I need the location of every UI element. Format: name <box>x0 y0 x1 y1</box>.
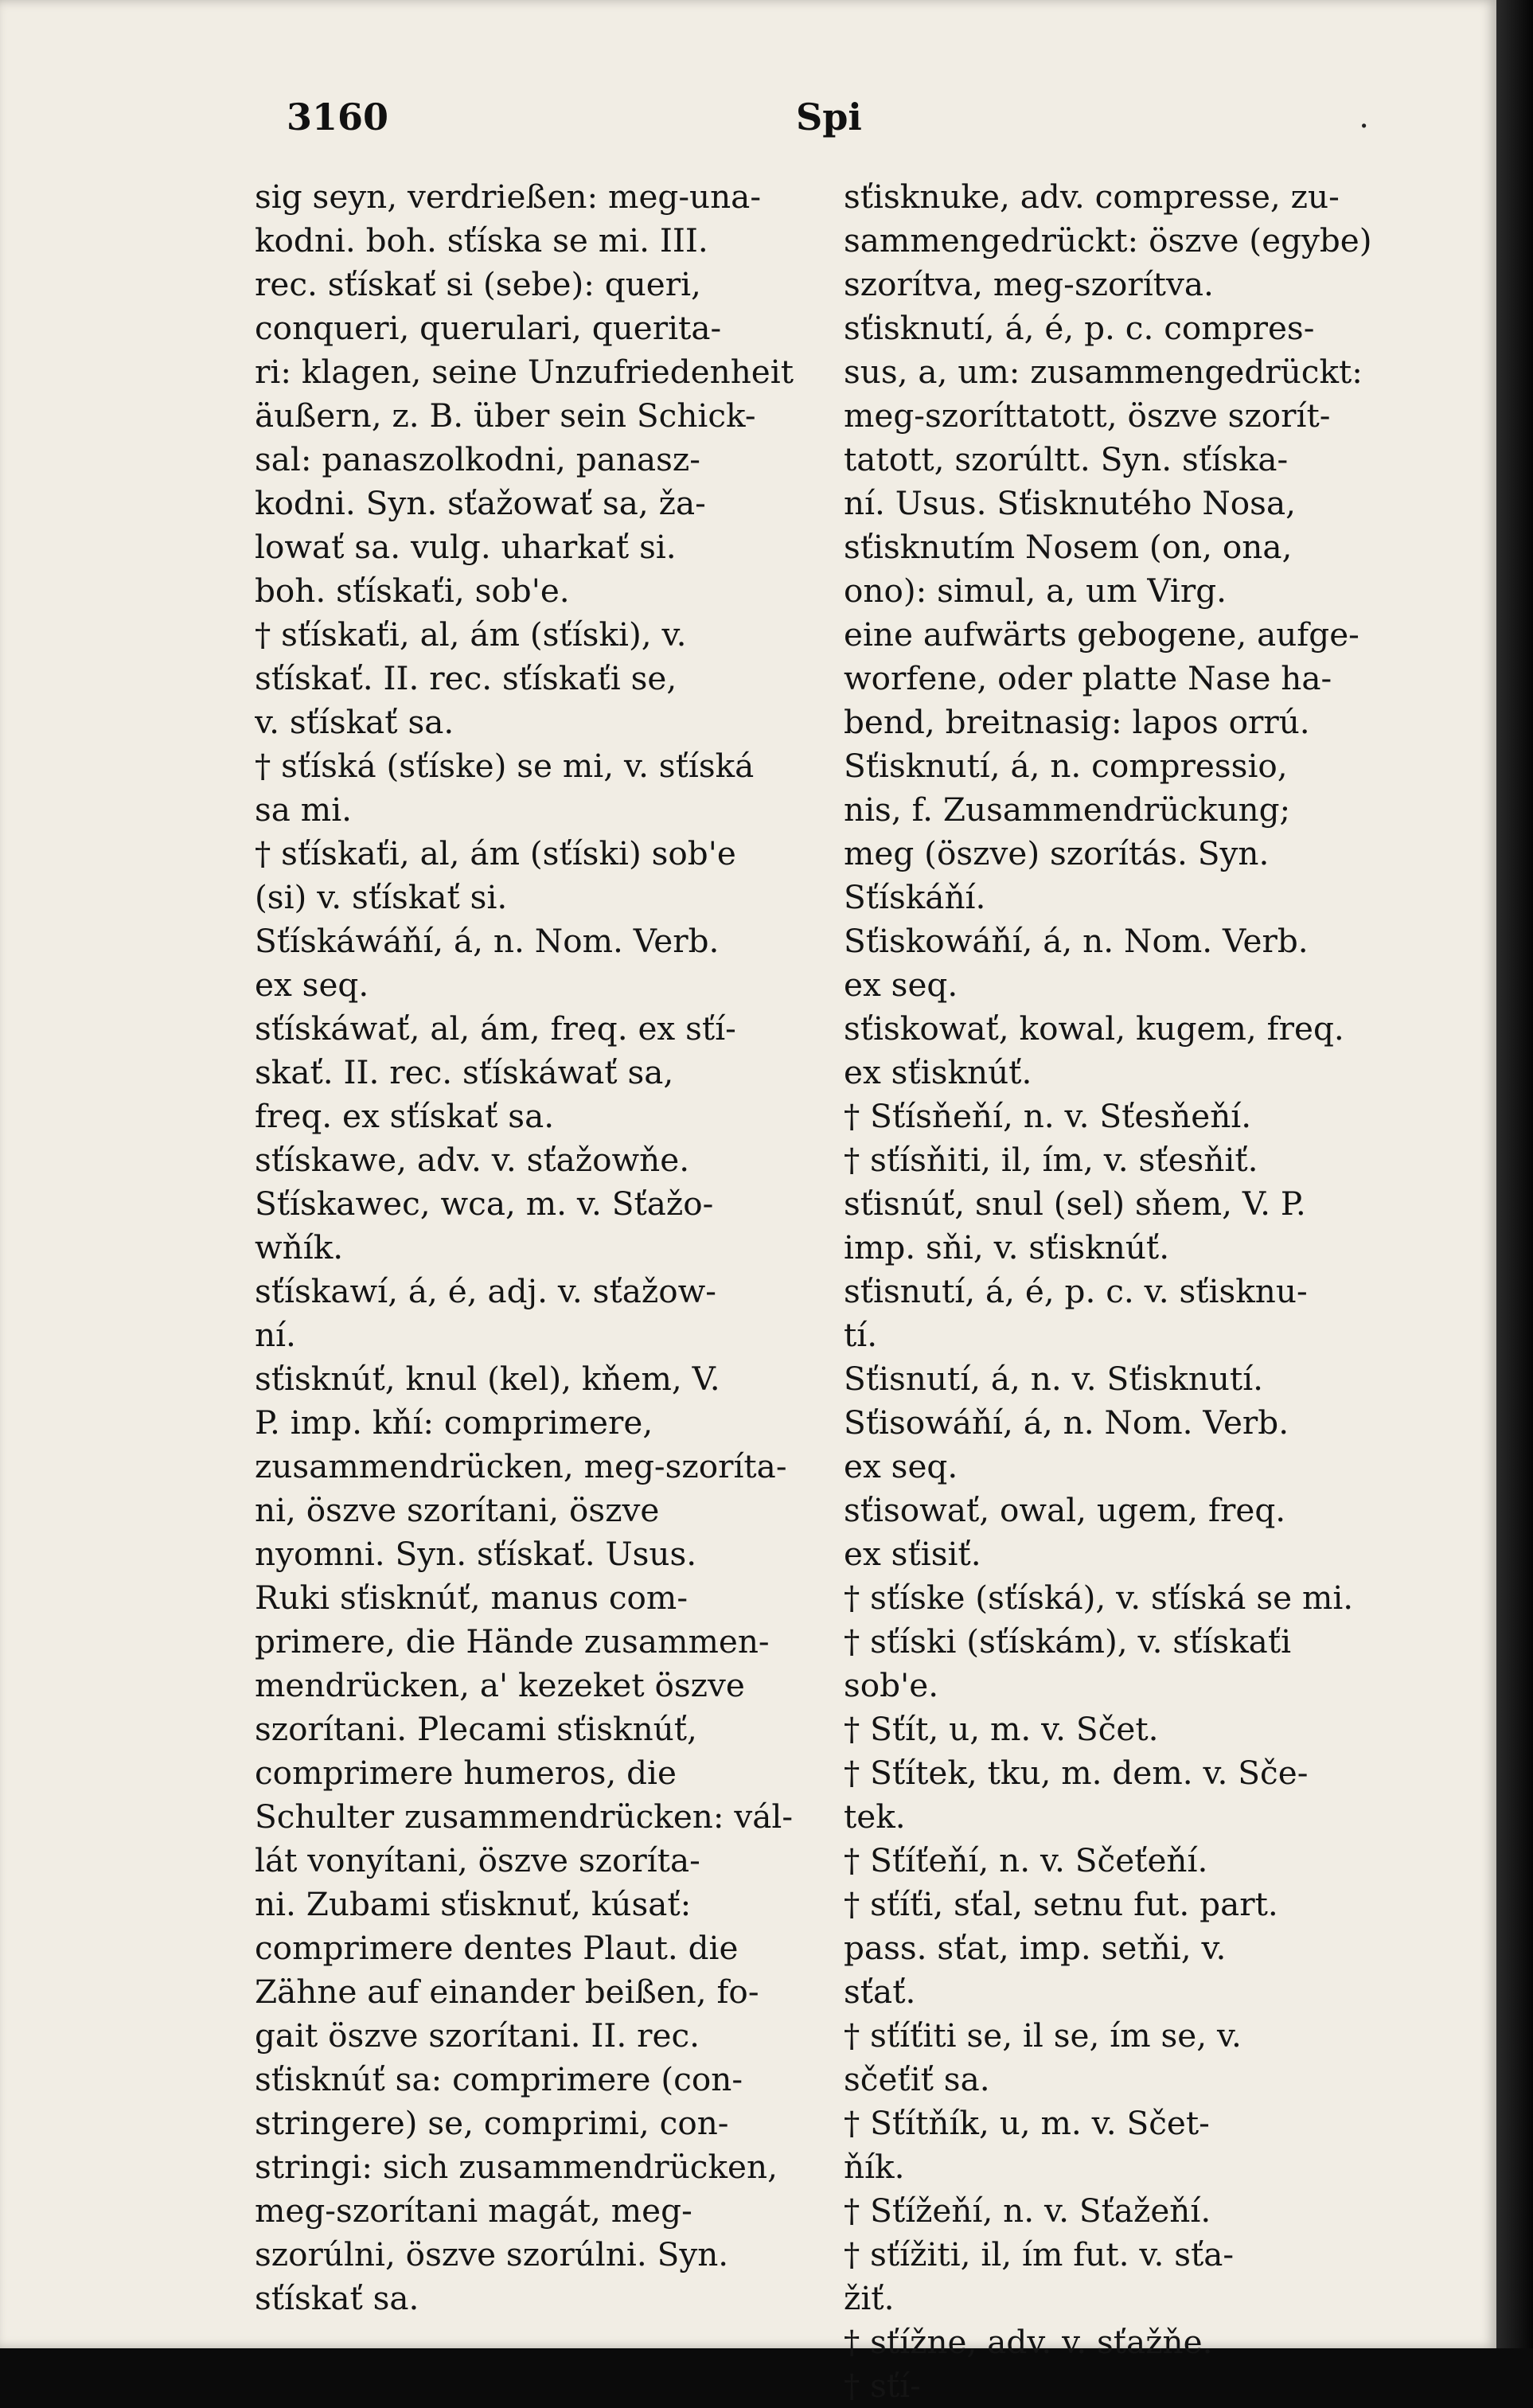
dictionary-line: † sťíťiti se, il se, ím se, v. <box>844 2016 1242 2055</box>
dictionary-line: ri: klagen, seine Unzufriedenheit <box>255 353 794 391</box>
dictionary-line: gait öszve szorítani. II. rec. <box>255 2016 700 2055</box>
dictionary-line: meg-szoríttatott, öszve szorít- <box>844 396 1331 435</box>
dictionary-line: ní. <box>255 1316 296 1354</box>
dictionary-line: sťiskowať, kowal, kugem, freq. <box>844 1009 1344 1048</box>
dictionary-line: ex seq. <box>255 966 369 1004</box>
dictionary-line: conqueri, querulari, querita- <box>255 309 722 347</box>
dictionary-line: Sťisknutí, á, n. compressio, <box>844 747 1288 785</box>
dictionary-line: sus, a, um: zusammengedrückt: <box>844 353 1363 391</box>
dictionary-line: kodni. boh. sťíska se mi. III. <box>255 221 708 260</box>
dictionary-line: sob'e. <box>844 1666 939 1704</box>
dictionary-line: rec. sťískať si (sebe): queri, <box>255 265 701 303</box>
dictionary-line: † sťískaťi, al, ám (sťíski), v. <box>255 615 687 654</box>
dictionary-line: ex seq. <box>844 966 958 1004</box>
dictionary-line: worfene, oder platte Nase ha- <box>844 659 1332 697</box>
dictionary-line: † sťížne, adv. v. sťažňe. <box>844 2323 1213 2361</box>
header-mark: . <box>1359 99 1369 135</box>
dictionary-line: † sťí- <box>844 2367 921 2405</box>
dictionary-line: nyomni. Syn. sťískať. Usus. <box>255 1535 697 1573</box>
dictionary-line: tí. <box>844 1316 878 1354</box>
dictionary-line: ex sťisknúť. <box>844 1053 1032 1091</box>
running-head <box>287 96 1369 143</box>
dictionary-line: comprimere dentes Plaut. die <box>255 1929 739 1967</box>
right-column <box>844 175 1417 2408</box>
dictionary-line: meg-szorítani magát, meg- <box>255 2191 692 2230</box>
left-column <box>255 175 828 2320</box>
dictionary-line: sťískawí, á, é, adj. v. sťažow- <box>255 1272 716 1310</box>
dictionary-line: lát vonyítani, öszve szoríta- <box>255 1841 700 1879</box>
dictionary-line: Sťískáwáňí, á, n. Nom. Verb. <box>255 922 720 960</box>
dictionary-line: Zähne auf einander beißen, fo- <box>255 1973 759 2011</box>
dictionary-line: † sťížiti, il, ím fut. v. sťa- <box>844 2235 1235 2273</box>
dictionary-line: sal: panaszolkodni, panasz- <box>255 440 700 478</box>
dictionary-line: † Sťítňík, u, m. v. Sčet- <box>844 2104 1210 2142</box>
dictionary-line: sťisknúť, knul (kel), kňem, V. <box>255 1360 720 1398</box>
dictionary-line: boh. sťískaťi, sob'e. <box>255 572 570 610</box>
dictionary-line: ňík. <box>844 2148 905 2186</box>
dictionary-line: † Sťížeňí, n. v. Sťažeňí. <box>844 2191 1211 2230</box>
dictionary-line: bend, breitnasig: lapos orrú. <box>844 703 1310 741</box>
dictionary-line: Schulter zusammendrücken: vál- <box>255 1797 794 1836</box>
dictionary-line: † sťíská (sťíske) se mi, v. sťíská <box>255 747 755 785</box>
dictionary-line: sťískáwať, al, ám, freq. ex sťí- <box>255 1009 736 1048</box>
dictionary-line: imp. sňi, v. sťisknúť. <box>844 1228 1170 1266</box>
dictionary-line: szorítva, meg-szorítva. <box>844 265 1214 303</box>
dictionary-line: P. imp. kňí: comprimere, <box>255 1403 653 1442</box>
dictionary-line: äußern, z. B. über sein Schick- <box>255 396 756 435</box>
dictionary-line: sťisknutím Nosem (on, ona, <box>844 528 1293 566</box>
dictionary-line: tatott, szorúltt. Syn. sťíska- <box>844 440 1289 478</box>
dictionary-line: sťískawe, adv. v. sťažowňe. <box>255 1141 690 1179</box>
book-spine <box>1496 0 1533 2348</box>
dictionary-line: v. sťískať sa. <box>255 703 454 741</box>
dictionary-line: Sťiskowáňí, á, n. Nom. Verb. <box>844 922 1309 960</box>
dictionary-line: sťisnutí, á, é, p. c. v. sťisknu- <box>844 1272 1308 1310</box>
dictionary-line: meg (öszve) szorítás. Syn. <box>844 834 1270 872</box>
running-head-word: Spi <box>796 96 862 139</box>
dictionary-line: Sťískawec, wca, m. v. Sťažo- <box>255 1184 714 1223</box>
dictionary-line: ni. Zubami sťisknuť, kúsať: <box>255 1885 692 1923</box>
dictionary-line: Ruki sťisknúť, manus com- <box>255 1579 688 1617</box>
dictionary-line: Sťisnutí, á, n. v. Sťisknutí. <box>844 1360 1264 1398</box>
dictionary-line: † sťíske (sťíská), v. sťíská se mi. <box>844 1579 1354 1617</box>
dictionary-line: kodni. Syn. sťažowať sa, ža- <box>255 484 706 522</box>
dictionary-line: sťískať sa. <box>255 2279 419 2317</box>
dictionary-line: stringi: sich zusammendrücken, <box>255 2148 778 2186</box>
dictionary-line: † Sťíťeňí, n. v. Sčeťeňí. <box>844 1841 1208 1879</box>
dictionary-line: Sťisowáňí, á, n. Nom. Verb. <box>844 1403 1289 1442</box>
dictionary-line: sčeťiť sa. <box>844 2060 990 2098</box>
dictionary-line: szorítani. Plecami sťisknúť, <box>255 1710 697 1748</box>
dictionary-line: ex seq. <box>844 1447 958 1485</box>
dictionary-line: Sťískáňí. <box>844 878 986 916</box>
dictionary-line: sťisknúť sa: comprimere (con- <box>255 2060 743 2098</box>
dictionary-line: žiť. <box>844 2279 895 2317</box>
dictionary-line: ni, öszve szorítani, öszve <box>255 1491 660 1529</box>
dictionary-line: † Sťítek, tku, m. dem. v. Sče- <box>844 1754 1309 1792</box>
dictionary-line: † Sťít, u, m. v. Sčet. <box>844 1710 1159 1748</box>
dictionary-line: mendrücken, a' kezeket öszve <box>255 1666 745 1704</box>
dictionary-line: ní. Usus. Sťisknutého Nosa, <box>844 484 1296 522</box>
dictionary-line: primere, die Hände zusammen- <box>255 1622 770 1661</box>
dictionary-line: sťisknutí, á, é, p. c. compres- <box>844 309 1315 347</box>
dictionary-line: † sťísňiti, il, ím, v. sťesňiť. <box>844 1141 1258 1179</box>
dictionary-line: † sťískaťi, al, ám (sťíski) sob'e <box>255 834 736 872</box>
dictionary-line: szorúlni, öszve szorúlni. Syn. <box>255 2235 729 2273</box>
dictionary-line: ex sťisiť. <box>844 1535 981 1573</box>
dictionary-line: † sťíťi, sťal, setnu fut. part. <box>844 1885 1278 1923</box>
dictionary-line: comprimere humeros, die <box>255 1754 677 1792</box>
dictionary-line: sťisknuke, adv. compresse, zu- <box>844 178 1340 216</box>
dictionary-line: wňík. <box>255 1228 344 1266</box>
dictionary-line: eine aufwärts gebogene, aufge- <box>844 615 1359 654</box>
dictionary-line: sammengedrückt: öszve (egybe) <box>844 221 1372 260</box>
dictionary-line: sťískať. II. rec. sťískaťi se, <box>255 659 677 697</box>
dictionary-line: † sťíski (sťískám), v. sťískaťi <box>844 1622 1292 1661</box>
page-number: 3160 <box>287 96 389 139</box>
dictionary-line: freq. ex sťískať sa. <box>255 1097 555 1135</box>
dictionary-line: nis, f. Zusammendrückung; <box>844 790 1291 829</box>
dictionary-line: sig seyn, verdrießen: meg-una- <box>255 178 762 216</box>
dictionary-line: (si) v. sťískať si. <box>255 878 508 916</box>
dictionary-line: zusammendrücken, meg-szoríta- <box>255 1447 787 1485</box>
dictionary-line: lowať sa. vulg. uharkať si. <box>255 528 677 566</box>
dictionary-line: sťisowať, owal, ugem, freq. <box>844 1491 1286 1529</box>
dictionary-line: sťisnúť, snul (sel) sňem, V. P. <box>844 1184 1306 1223</box>
dictionary-line: † Sťísňeňí, n. v. Sťesňeňí. <box>844 1097 1252 1135</box>
dictionary-line: skať. II. rec. sťískáwať sa, <box>255 1053 674 1091</box>
dictionary-line: stringere) se, comprimi, con- <box>255 2104 729 2142</box>
dictionary-line: sa mi. <box>255 790 353 829</box>
dictionary-line: pass. sťat, imp. setňi, v. <box>844 1929 1227 1967</box>
dictionary-line: ono): simul, a, um Virg. <box>844 572 1227 610</box>
dictionary-line: tek. <box>844 1797 906 1836</box>
dictionary-line: sťať. <box>844 1973 916 2011</box>
